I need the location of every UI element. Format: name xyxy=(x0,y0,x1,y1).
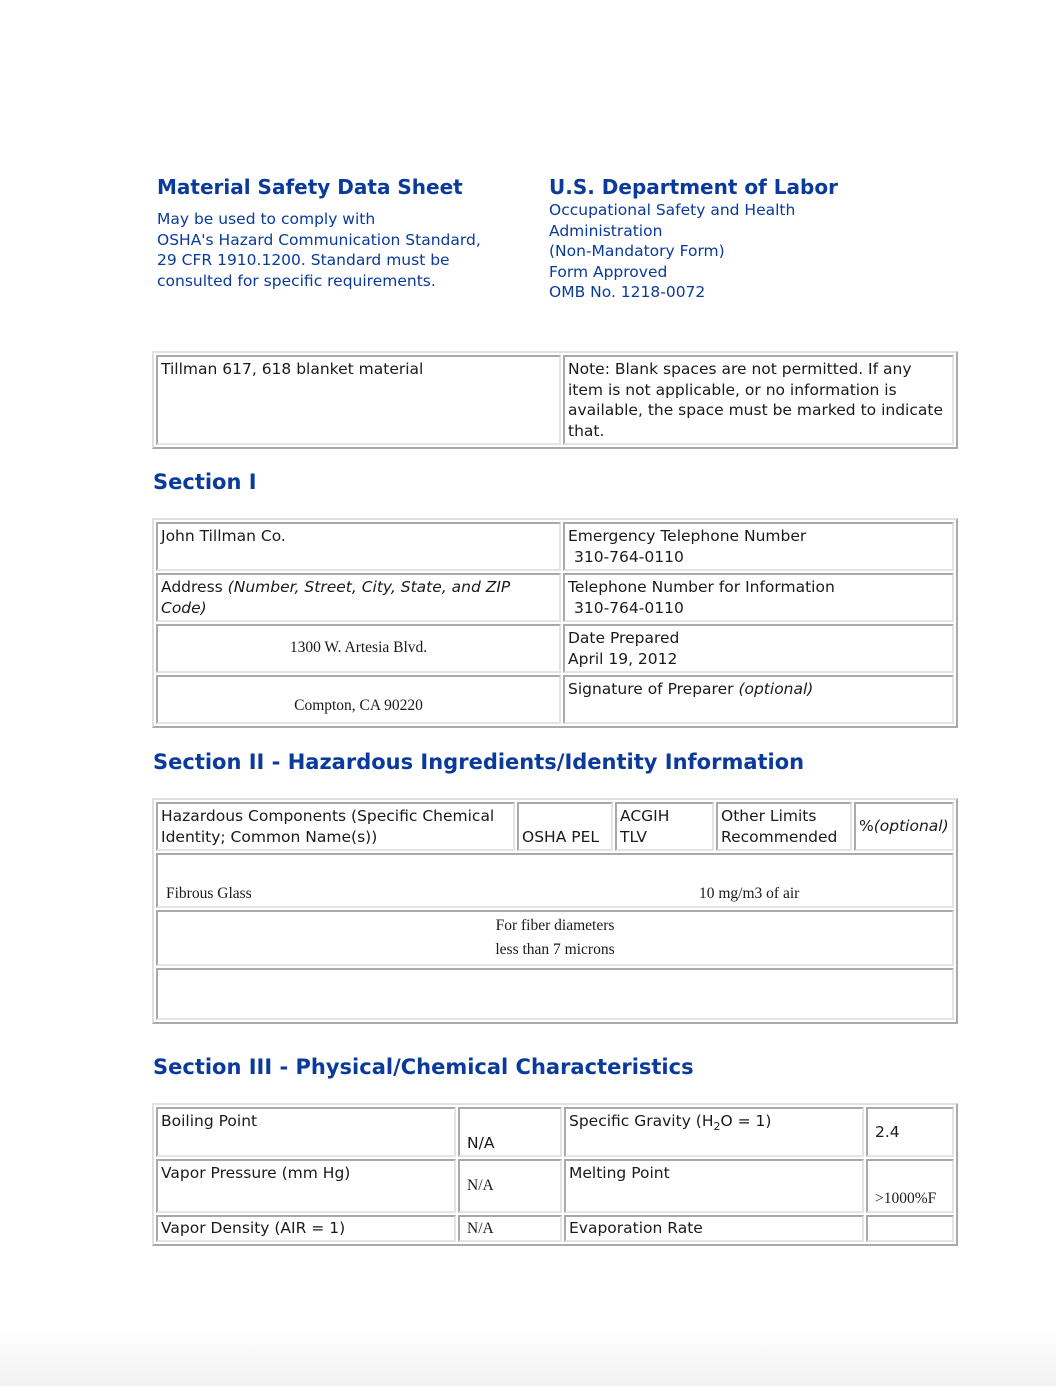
col-percent-label: % xyxy=(859,817,874,836)
info-phone-label: Telephone Number for Information xyxy=(568,578,835,596)
form-purpose xyxy=(157,209,527,291)
agency-line: Form Approved xyxy=(549,262,668,281)
emergency-phone-value: 310-764-0110 xyxy=(574,547,684,566)
boiling-point-label: Boiling Point xyxy=(156,1107,456,1157)
date-prepared-label: Date Prepared xyxy=(568,629,680,647)
signature-cell xyxy=(563,675,954,724)
emergency-phone-label: Emergency Telephone Number xyxy=(568,527,807,545)
form-title: Material Safety Data Sheet xyxy=(157,175,463,199)
evaporation-rate-value xyxy=(866,1215,954,1242)
address-label: Address xyxy=(161,578,223,596)
agency-line: OMB No. 1218-0072 xyxy=(549,283,706,301)
header-left xyxy=(157,175,527,291)
ingredient-name: Fibrous Glass xyxy=(166,884,252,902)
section-1-title: Section I xyxy=(153,470,257,494)
agency-line: (Non-Mandatory Form) xyxy=(549,242,725,260)
melting-point-value: >1000%F xyxy=(866,1159,954,1213)
sg-label-pre: Specific Gravity (H xyxy=(569,1112,714,1130)
col-other-limits: Other Limits Recommended xyxy=(716,802,852,851)
info-phone-cell xyxy=(563,573,954,622)
purpose-line: OSHA's Hazard Communication Standard, xyxy=(157,230,481,249)
date-prepared-cell xyxy=(563,624,954,673)
ingredient-limit: 10 mg/m3 of air xyxy=(699,884,800,902)
vapor-pressure-label: Vapor Pressure (mm Hg) xyxy=(156,1159,456,1213)
col-acgih-line2: TLV xyxy=(620,827,648,846)
sg-label-post: O = 1) xyxy=(720,1112,772,1130)
signature-hint: (optional) xyxy=(738,680,814,698)
product-identity: Tillman 617, 618 blanket material xyxy=(156,355,561,445)
purpose-line: May be used to comply with xyxy=(157,210,376,228)
signature-label: Signature of Preparer xyxy=(568,680,734,698)
section-2-table xyxy=(152,798,958,1024)
purpose-line: consulted for specific requirements. xyxy=(157,271,436,290)
specific-gravity-value: 2.4 xyxy=(866,1107,954,1157)
ingredient-row xyxy=(156,853,954,908)
section-2-title: Section II - Hazardous Ingredients/Identity Information xyxy=(153,750,805,774)
address-label-cell xyxy=(156,573,561,622)
identity-table xyxy=(152,351,958,449)
emergency-phone-cell xyxy=(563,522,954,571)
boiling-point-value: N/A xyxy=(458,1107,562,1157)
street-address: 1300 W. Artesia Blvd. xyxy=(156,624,561,673)
fiber-note-line2: less than 7 microns xyxy=(495,941,615,958)
section-3-title: Section III - Physical/Chemical Characteristics xyxy=(153,1055,694,1079)
manufacturer-name: John Tillman Co. xyxy=(156,522,561,571)
address-hint: (Number, Street, City, State, and ZIP Code) xyxy=(161,578,511,617)
specific-gravity-label xyxy=(564,1107,864,1157)
blank-space-note: Note: Blank spaces are not permitted. If any item is not applicable, or no information is available, the space must be marked to indicate that. xyxy=(563,355,954,445)
melting-point-label: Melting Point xyxy=(564,1159,864,1213)
agency-line: Occupational Safety and Health xyxy=(549,201,796,219)
sg-label-sub: 2 xyxy=(713,1120,721,1134)
col-hazardous-components: Hazardous Components (Specific Chemical Identity; Common Name(s)) xyxy=(156,802,515,851)
section-1-table xyxy=(152,518,958,728)
vapor-density-value: N/A xyxy=(458,1215,562,1242)
empty-ingredient-row xyxy=(156,968,954,1020)
info-phone-value: 310-764-0110 xyxy=(574,598,684,617)
col-acgih-tlv xyxy=(615,802,714,851)
fiber-note-line1: For fiber diameters xyxy=(495,917,615,934)
section-3-table xyxy=(152,1103,958,1246)
col-percent xyxy=(854,802,954,851)
col-osha-pel: OSHA PEL xyxy=(517,802,613,851)
evaporation-rate-label: Evaporation Rate xyxy=(564,1215,864,1242)
page-bottom-shadow xyxy=(0,1326,1056,1386)
col-percent-hint: (optional) xyxy=(873,817,949,836)
agency-line: Administration xyxy=(549,221,663,240)
agency-title: U.S. Department of Labor xyxy=(549,175,838,199)
fiber-note-row xyxy=(156,910,954,966)
city-state-zip: Compton, CA 90220 xyxy=(156,675,561,724)
purpose-line: 29 CFR 1910.1200. Standard must be xyxy=(157,251,450,269)
col-acgih-line1: ACGIH xyxy=(620,807,670,825)
agency-details xyxy=(549,200,949,303)
vapor-density-label: Vapor Density (AIR = 1) xyxy=(156,1215,456,1242)
header-right xyxy=(549,175,949,303)
date-prepared-value: April 19, 2012 xyxy=(568,649,678,668)
vapor-pressure-value: N/A xyxy=(458,1159,562,1213)
